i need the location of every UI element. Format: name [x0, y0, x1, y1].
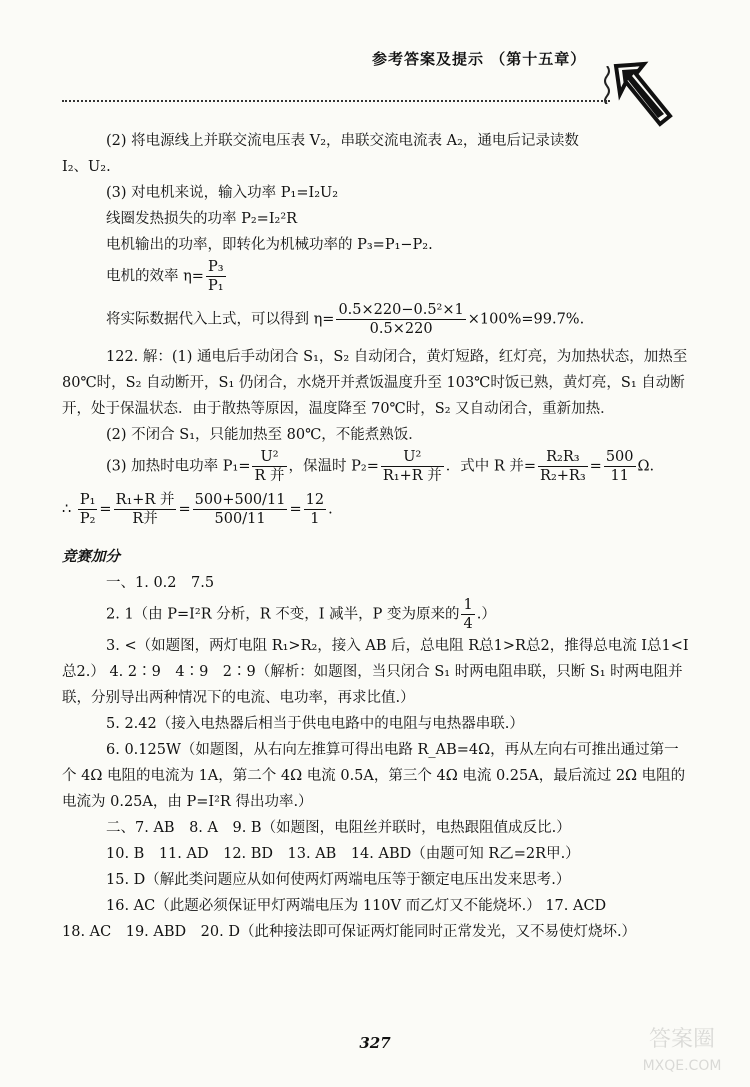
equals-sign: =	[178, 501, 191, 518]
wavy-divider-icon	[602, 66, 612, 104]
fraction-denominator: P₁	[207, 278, 224, 294]
fraction-numerator: U²	[252, 448, 286, 467]
fraction-numerator: 0.5×220−0.5²×1	[338, 302, 464, 318]
efficiency-label: 电机的效率 η=	[106, 268, 204, 285]
ratio-fraction-3	[193, 491, 288, 528]
line-4: 线圈发热损失的功率 P₂=I₂²R	[106, 211, 298, 227]
fraction-numerator: P₁	[79, 492, 96, 508]
line-5: 电机输出的功率，即转化为机械功率的 P₃=P₁−P₂.	[106, 237, 433, 253]
fraction-denominator: 0.5×220	[369, 321, 433, 337]
text-segment: (3) 加热时电功率 P₁=	[106, 458, 251, 475]
text-segment: ．式中 R 并=	[445, 458, 537, 475]
fraction-numerator: 1	[463, 597, 473, 613]
watermark-logo	[622, 1020, 742, 1080]
fraction-numerator: R₂R₃	[538, 448, 588, 467]
fraction-denominator: R₁+R 并	[382, 468, 442, 484]
period: .	[328, 501, 333, 518]
ratio-line	[62, 491, 690, 528]
efficiency-line	[62, 258, 690, 295]
fraction-denominator: 500/11	[214, 511, 266, 527]
main-content	[62, 128, 690, 945]
text-segment: ，保温时 P₂=	[288, 458, 379, 475]
efficiency-fraction	[206, 258, 226, 295]
fraction-denominator: R₂+R₃	[540, 468, 586, 484]
fraction-numerator: P₃	[207, 259, 224, 275]
quarter-fraction	[461, 596, 474, 633]
ratio-fraction-4	[304, 491, 326, 528]
text-segment: Ω.	[637, 458, 655, 475]
answer-2	[62, 596, 690, 633]
question-122-part3	[62, 448, 690, 485]
answer-16: 16. AC（此题必须保证甲灯两端电压为 110V 而乙灯又不能烧坏.） 17. ACD	[106, 898, 607, 914]
substitution-fraction	[336, 301, 465, 338]
answer-18: 18. AC 19. ABD 20. D（此种接法即可保证两灯能同时正常发光，又不易使灯烧坏.）	[62, 924, 637, 940]
fraction-numerator: R₁+R 并	[115, 492, 175, 508]
fraction-denominator: 11	[610, 468, 629, 484]
answer-3: 3. <（如题图，两灯电阻 R₁>R₂，接入 AB 后，总电阻 R总1>R总2，推得总电流 I总1<I总2.） 4. 2∶9 4∶9 2∶9（解析：如题图，当只闭合 S₁ 时两电阻串联，只断 S₁ 时两电阻并联，分别导出两种情况下的电流、电功率，再求比值.）	[62, 638, 689, 706]
fraction-denominator: R并	[132, 511, 158, 527]
answer-1: 一、1. 0.2 7.5	[106, 575, 215, 591]
resistance-value-fraction	[604, 448, 636, 485]
svg-text:MXQE.COM: MXQE.COM	[642, 1058, 722, 1074]
equals-sign: =	[289, 501, 302, 518]
line-2: I₂、U₂.	[62, 159, 111, 175]
section-heading: 竞赛加分	[62, 548, 120, 565]
fraction-denominator: P₂	[79, 511, 96, 527]
ratio-fraction-2	[114, 491, 177, 528]
svg-text:答案圈: 答案圈	[648, 1027, 716, 1052]
text-segment: =	[589, 458, 602, 475]
header-rule	[62, 100, 610, 102]
answer-6: 6. 0.125W（如题图，从右向左推算可得出电路 R_AB=4Ω，再从左向右可推出通过第一个 4Ω 电阻的电流为 1A，第二个 4Ω 电流 0.5A，第三个 4Ω 电流 0.25A，最后流过 2Ω 电阻的电流为 0.25A，由 P=I²R 得出功率.）	[62, 742, 686, 810]
fraction-denominator: R 并	[254, 468, 285, 484]
question-122-part2: (2) 不闭合 S₁，只能加热至 80℃，不能煮熟饭．	[106, 427, 423, 443]
text-segment: .）	[476, 606, 496, 623]
equals-sign: =	[99, 501, 112, 518]
fraction-numerator: U²	[381, 448, 444, 467]
substitution-result: ×100%=99.7%.	[467, 311, 585, 328]
answer-5: 5. 2.42（接入电热器后相当于供电电路中的电阻与电热器串联.）	[106, 716, 524, 732]
line-3: (3) 对电机来说，输入功率 P₁=I₂U₂	[106, 185, 339, 201]
fraction-denominator: 4	[463, 616, 473, 632]
line-1: (2) 将电源线上并联交流电压表 V₂，串联交流电流表 A₂，通电后记录读数	[106, 133, 579, 149]
fraction-numerator: 12	[305, 492, 325, 508]
page-number: 327	[359, 1034, 391, 1052]
ratio-fraction-1	[78, 491, 98, 528]
text-segment: 2. 1（由 P=I²R 分析，R 不变，I 减半，P 变为原来的	[106, 606, 460, 623]
fraction-numerator: 500	[605, 449, 634, 465]
power-heat-fraction	[252, 448, 286, 485]
substitution-line	[62, 301, 690, 338]
page-header-title: 参考答案及提示 （第十五章）	[372, 50, 587, 68]
arrow-icon	[612, 56, 674, 130]
fraction-denominator: 1	[310, 511, 320, 527]
answer-10: 10. B 11. AD 12. BD 13. AB 14. ABD（由题可知 R乙=2R甲.）	[106, 846, 580, 862]
power-keep-fraction	[381, 448, 444, 485]
answer-7: 二、7. AB 8. A 9. B（如题图，电阻丝并联时，电热跟阻值成反比.）	[106, 820, 571, 836]
question-122: 122. 解：(1) 通电后手动闭合 S₁，S₂ 自动闭合，黄灯短路，红灯亮，为加热状态，加热至 80℃时，S₂ 自动断开，S₁ 仍闭合，水烧开并煮饭温度升至 103℃时饭已熟，黄灯亮，S₁ 自动断开，处于保温状态．由于散热等原因，温度降至 70℃时，S₂ 又自动闭合，重新加热．	[62, 349, 688, 417]
therefore-symbol: ∴	[62, 501, 72, 518]
substitution-label: 将实际数据代入上式，可以得到 η=	[106, 311, 335, 328]
parallel-resistance-fraction	[538, 448, 588, 485]
fraction-numerator: 500+500/11	[194, 492, 286, 508]
answer-15: 15. D（解此类问题应从如何使两灯两端电压等于额定电压出发来思考.）	[106, 872, 571, 888]
